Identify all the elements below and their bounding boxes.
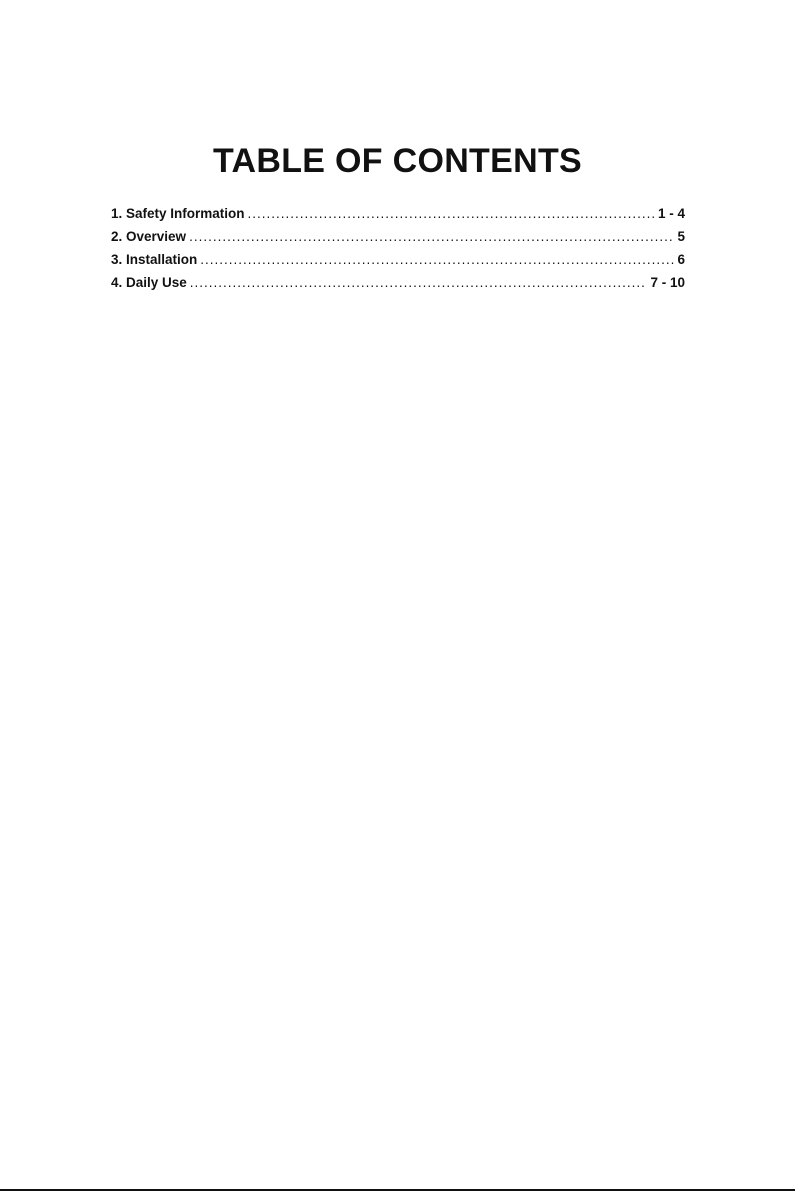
toc-entry-page: 5: [677, 229, 685, 244]
toc-dot-leader: [189, 225, 674, 248]
toc-dot-leader: [200, 248, 674, 271]
page-title: TABLE OF CONTENTS: [212, 142, 582, 180]
toc-entry-page: 6: [677, 252, 685, 267]
table-of-contents: [111, 202, 685, 294]
bottom-divider: [0, 1189, 795, 1191]
toc-dot-leader: [248, 202, 655, 225]
toc-entry-installation[interactable]: [111, 248, 685, 271]
toc-entry-safety-information[interactable]: [111, 202, 685, 225]
toc-entry-page: 7 - 10: [650, 275, 685, 290]
toc-entry-label: 4. Daily Use: [111, 275, 187, 290]
toc-entry-page: 1 - 4: [657, 206, 685, 221]
toc-entry-label: 2. Overview: [111, 229, 187, 244]
toc-entry-label: 3. Installation: [111, 252, 198, 267]
toc-entry-daily-use[interactable]: [111, 271, 685, 294]
toc-entry-label: 1. Safety Information: [111, 206, 245, 221]
toc-entry-overview[interactable]: [111, 225, 685, 248]
toc-dot-leader: [190, 271, 648, 294]
